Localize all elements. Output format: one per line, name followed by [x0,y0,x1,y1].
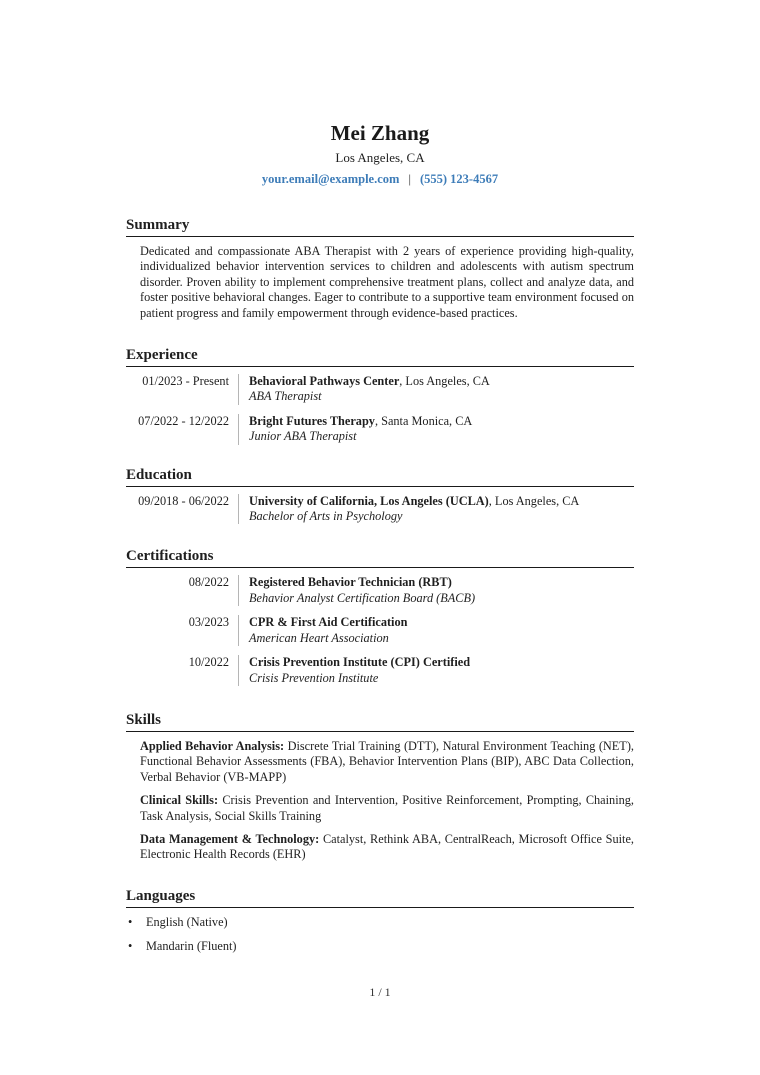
skill-group [126,793,634,824]
experience-section [126,346,634,445]
entry-title [249,414,472,429]
entry-location: , Santa Monica, CA [374,413,473,428]
entry-date: 10/2022 [188,655,229,670]
entry-date: 09/2018 - 06/2022 [138,493,229,508]
skill-text: Discrete Trial Training (DTT), Natural Environment Teaching (NET), Functional Behavior Assessments (FBA), Behavior Intervention Plans (BIP), ABC Data Collection, Verbal Behavior (VB-MAPP) [140,738,634,784]
skill-group [126,739,634,785]
page-number: 1 / 1 [369,985,391,999]
skill-text: Crisis Prevention and Intervention, Positive Reinforcement, Prompting, Chaining, Task Analysis, Social Skills Training [140,793,634,823]
contact-line [126,170,634,188]
skill-label: Data Management & Technology: [140,831,320,846]
section-title-summary: Summary [126,216,634,237]
phone-link[interactable]: (555) 123-4567 [419,172,499,186]
entry-title [249,494,579,509]
skill-text: Catalyst, Rethink ABA, CentralReach, Microsoft Office Suite, Electronic Health Records (EHR) [140,831,634,862]
languages-section [126,887,634,955]
education-entry [126,494,634,525]
entry-date: 01/2023 - Present [142,374,229,389]
entry-date: 08/2022 [188,575,229,590]
bullet-icon: • [128,939,133,954]
entry-title [249,655,470,670]
summary-section [126,216,634,321]
entry-title [249,615,407,630]
email-link[interactable]: your.email@example.com [261,172,400,186]
certification-name: Registered Behavior Technician (RBT) [249,575,452,590]
entry-date: 07/2022 - 12/2022 [138,413,229,428]
candidate-name: Mei Zhang [330,121,430,145]
language-text: Mandarin (Fluent) [146,939,237,954]
contact-separator: | [408,172,411,186]
entry-role: Junior ABA Therapist [249,429,357,444]
entry-role: ABA Therapist [249,389,322,404]
experience-entry [126,374,634,405]
section-title-skills: Skills [126,711,634,732]
certification-name: CPR & First Aid Certification [249,615,408,630]
entry-degree: Bachelor of Arts in Psychology [249,509,403,524]
skills-section [126,711,634,863]
entry-location: , Los Angeles, CA [399,374,490,389]
language-text: English (Native) [146,914,228,929]
certification-name: Crisis Prevention Institute (CPI) Certified [249,655,471,670]
entry-org: Bright Futures Therapy [249,413,375,428]
section-title-education: Education [126,466,634,487]
entry-body [238,655,470,686]
entry-org: University of California, Los Angeles (UCLA) [249,493,489,508]
certifications-section [126,547,634,685]
languages-list [126,915,634,955]
entry-body [238,374,490,405]
entry-location: , Los Angeles, CA [488,493,580,508]
certification-issuer: Crisis Prevention Institute [249,670,379,685]
experience-entry [126,414,634,445]
resume-header [126,0,634,188]
entry-title [249,374,490,389]
list-item [126,915,634,930]
certification-entry [126,655,634,686]
certification-issuer: Behavior Analyst Certification Board (BACB) [249,590,476,605]
section-title-languages: Languages [126,887,634,908]
education-section [126,466,634,525]
skill-group [126,832,634,863]
entry-title [249,575,475,590]
entry-org: Behavioral Pathways Center [249,374,400,389]
skill-label: Clinical Skills: [140,793,219,808]
summary-text: Dedicated and compassionate ABA Therapist with 2 years of experience providing high-quality, individualized behavior intervention services to children and adolescents with autism spectrum disorder. Proven ability to implement comprehensive treatment plans, collect and analyze data, and foster positive behavioral changes. Eager to contribute to a supportive team environment focused on patient progress and family empowerment through evidence-based practices. [140,244,634,320]
section-title-certifications: Certifications [126,547,634,568]
certification-entry [126,575,634,606]
entry-date: 03/2023 [188,615,229,630]
section-title-experience: Experience [126,346,634,367]
candidate-location: Los Angeles, CA [335,150,425,165]
bullet-icon: • [128,914,133,929]
entry-body [238,494,579,525]
list-item [126,939,634,954]
certification-issuer: American Heart Association [249,630,389,645]
skill-label: Applied Behavior Analysis: [140,738,285,753]
entry-body [238,575,475,606]
entry-body [238,414,472,445]
certification-entry [126,615,634,646]
entry-body [238,615,407,646]
